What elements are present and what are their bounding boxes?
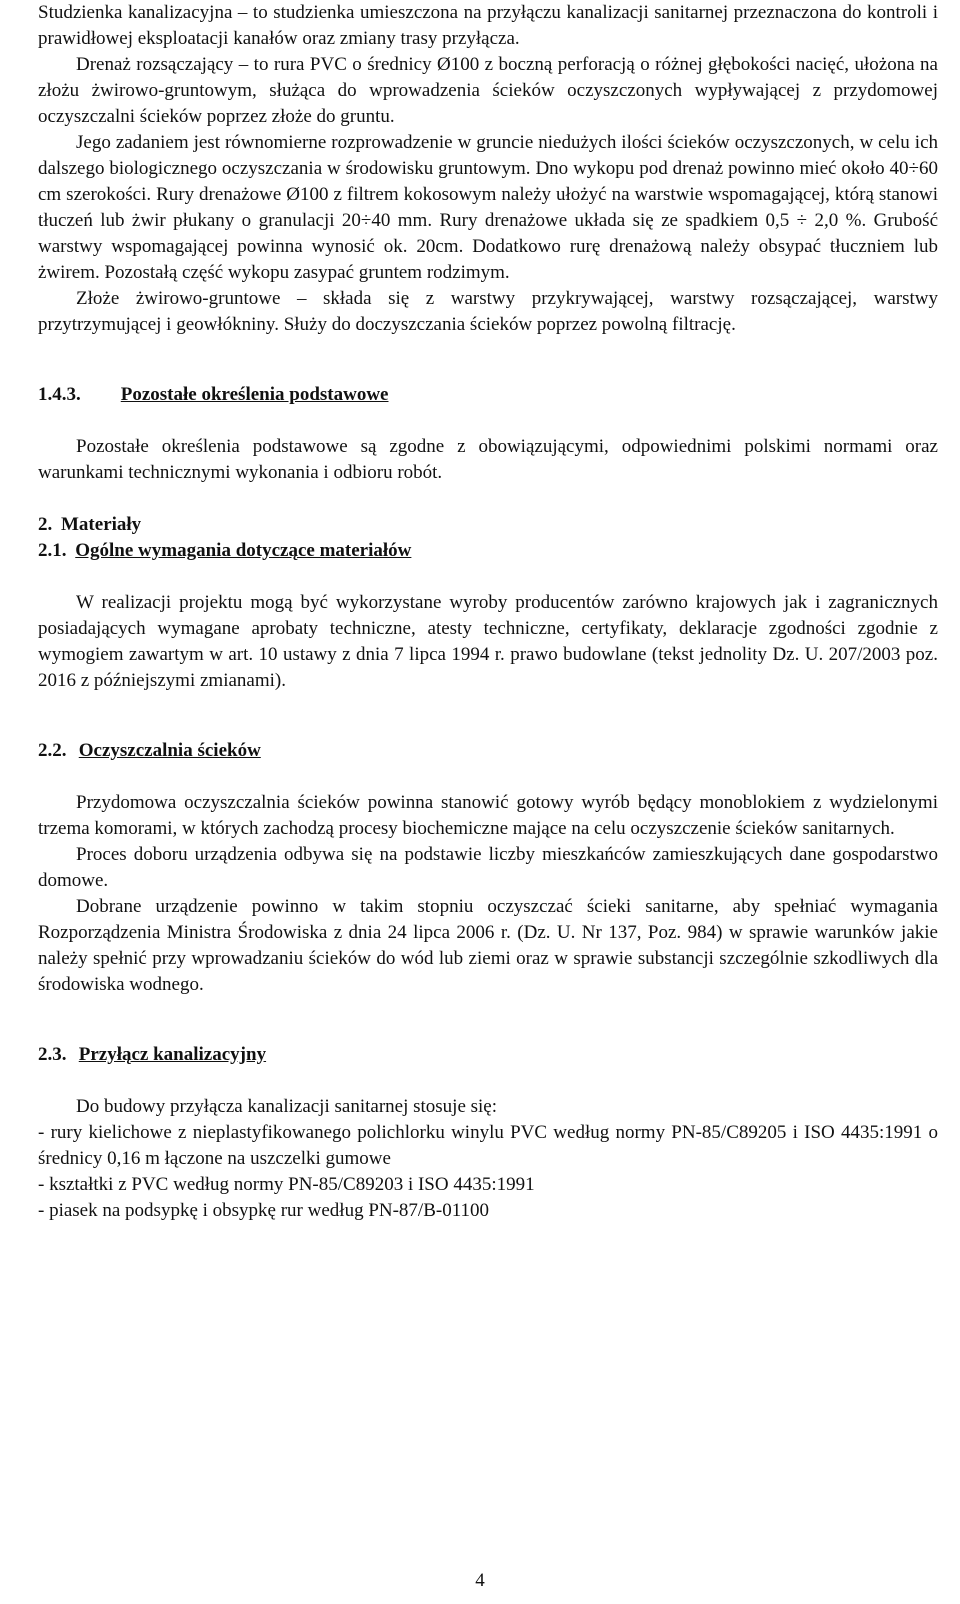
paragraph-pozostale: Pozostałe określenia podstawowe są zgodne z obowiązującymi, odpowiednimi polskimi normami oraz warunkami technicznymi wykonania i odbioru robót. — [38, 436, 938, 483]
heading-number: 2.1. — [38, 540, 67, 561]
paragraph-zloze: Złoże żwirowo-gruntowe – składa się z warstwy przykrywającej, warstwy rozsączającej, warstwy przytrzymującej i geowłókniny. Służy do doczyszczania ścieków poprzez powolną filtrację. — [38, 288, 938, 335]
list-intro: Do budowy przyłącza kanalizacji sanitarnej stosuje się: — [76, 1096, 498, 1117]
przylacz-list — [38, 1094, 938, 1224]
paragraph-oczyszczalnia-3: Dobrane urządzenie powinno w takim stopniu oczyszczać ścieki sanitarne, aby spełniać wymagania Rozporządzenia Ministra Środowiska z dnia 24 lipca 2006 r. (Dz. U. Nr 137, Poz. 984) w sprawie warunków jakie należy spełnić przy wprowadzaniu ścieków do wód lub ziemi oraz w sprawie substancji szczególnie szkodliwych dla środowiska wodnego. — [38, 896, 938, 995]
list-item: - piasek na podsypkę i obsypkę rur według PN-87/B-01100 — [38, 1200, 490, 1221]
heading-2-1 — [38, 538, 938, 564]
heading-2-2 — [38, 738, 938, 764]
heading-title: Przyłącz kanalizacyjny — [78, 1044, 267, 1065]
paragraph-ogolne-wymagania: W realizacji projektu mogą być wykorzystane wyroby producentów zarówno krajowych jak i zagranicznych posiadających wymagane aprobaty techniczne, atesty techniczne, certyfikaty, deklaracje zgodności zgodnie z wymogiem zawartym w art. 10 ustawy z dnia 7 lipca 1994 r. prawo budowlane (tekst jednolity Dz. U. 207/2003 poz. 2016 z późniejszymi zmianami). — [38, 592, 938, 691]
heading-title: Oczyszczalnia ścieków — [78, 740, 261, 761]
list-item: - rury kielichowe z nieplastyfikowanego polichlorku winylu PVC według normy PN-85/C89205 i ISO 4435:1991 o średnicy 0,16 m łączone na uszczelki gumowe — [38, 1122, 938, 1169]
heading-number: 2.2. — [38, 740, 67, 761]
heading-1-4-3 — [38, 382, 938, 408]
paragraph-jego-zadaniem: Jego zadaniem jest równomierne rozprowadzenie w gruncie niedużych ilości ścieków oczyszczonych, w celu ich dalszego biologicznego oczyszczania w środowisku gruntowym. Dno wykopu pod drenaż powinno mieć około 40÷60 cm szerokości. Rury drenażowe Ø100 z filtrem kokosowym należy ułożyć na warstwie wspomagającej, którą stanowi tłuczeń lub żwir płukany o granulacji 20÷40 mm. Rury drenażowe układa się ze spadkiem 0,5 ÷ 2,0 %. Grubość warstwy wspomagającej powinna wynosić ok. 20cm. Dodatkowo rurę drenażową należy obsypać tłuczniem lub żwirem. Pozostałą część wykopu zasypać gruntem rodzimym. — [38, 132, 938, 283]
heading-number: 2.3. — [38, 1044, 67, 1065]
heading-number: 1.4.3. — [38, 384, 81, 405]
heading-number: 2. — [38, 514, 53, 535]
page-number: 4 — [475, 1570, 485, 1591]
paragraph-oczyszczalnia-1: Przydomowa oczyszczalnia ścieków powinna stanowić gotowy wyrób będący monoblokiem z wydzielonymi trzema komorami, w których zachodzą procesy biochemiczne mające na celu oczyszczenie ścieków sanitarnych. — [38, 792, 938, 839]
heading-2-3 — [38, 1042, 938, 1068]
heading-2 — [38, 512, 938, 538]
heading-title: Pozostałe określenia podstawowe — [120, 384, 389, 405]
paragraph-oczyszczalnia-2: Proces doboru urządzenia odbywa się na podstawie liczby mieszkańców zamieszkujących dane gospodarstwo domowe. — [38, 844, 938, 891]
list-item: - kształtki z PVC według normy PN-85/C89203 i ISO 4435:1991 — [38, 1174, 535, 1195]
paragraph-drenaz: Drenaż rozsączający – to rura PVC o średnicy Ø100 z boczną perforacją o różnej głębokości nacięć, ułożona na złożu żwirowo-gruntowym, służąca do wprowadzenia ścieków oczyszczonych wypływającej z przydomowej oczyszczalni ścieków poprzez złoże do gruntu. — [38, 54, 938, 127]
heading-title: Ogólne wymagania dotyczące materiałów — [75, 540, 412, 561]
document-page — [38, 0, 938, 1224]
heading-title: Materiały — [61, 514, 142, 535]
paragraph-studzienka: Studzienka kanalizacyjna – to studzienka umieszczona na przyłączu kanalizacji sanitarnej przeznaczona do kontroli i prawidłowej eksploatacji kanałów oraz zmiany trasy przyłącza. — [38, 2, 938, 49]
